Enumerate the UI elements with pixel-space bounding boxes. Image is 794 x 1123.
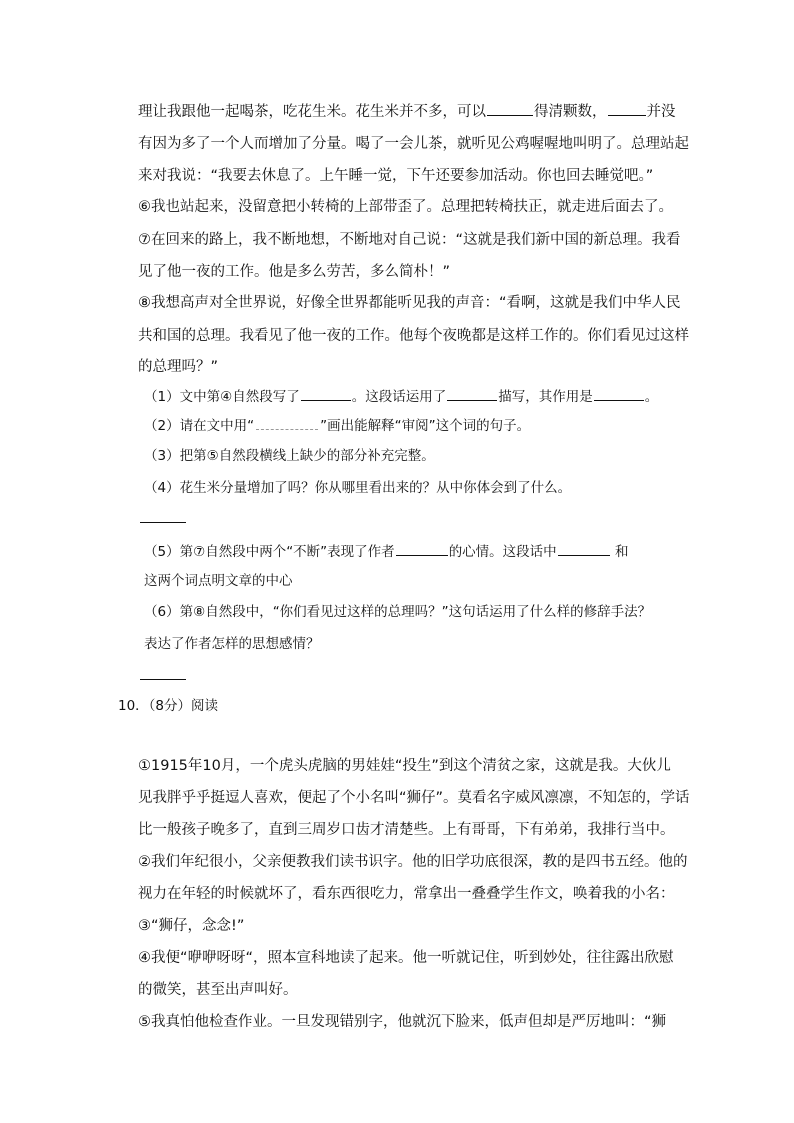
question-5-line-2: 这两个词点明文章的中心 (144, 573, 293, 589)
text-segment: 。这段话运用了 (351, 389, 447, 405)
paragraph-6: ⑥我也站起来，没留意把小转椅的上部带歪了。总理把转椅扶正，就走进后面去了。 (138, 199, 673, 215)
paragraph-8-line-3: 的总理吗？” (138, 359, 219, 375)
question-5-line-1 (144, 541, 684, 562)
text-segment: 并没 (646, 104, 676, 120)
section-10-heading: 10．（8分）阅读 (118, 698, 219, 714)
s10-paragraph-4-line-1: ④我便“咿咿呀呀“，照本宣科地读了起来。他一听就记住，听到妙处，往往露出欣慰 (138, 950, 674, 966)
paragraph-7-line-2: 见了他一夜的工作。他是多么劳苦，多么简朴！” (138, 264, 451, 280)
fill-blank[interactable] (301, 386, 351, 401)
text-segment: 。 (644, 389, 659, 405)
text-segment: （1）文中第④自然段写了 (144, 389, 300, 405)
fill-blank[interactable] (608, 101, 646, 116)
s10-paragraph-1-line-3: 比一般孩子晚多了，直到三周岁口齿才清楚些。上有哥哥，下有弟弟，我排行当中。 (138, 822, 675, 838)
s10-paragraph-1-line-1: ①1915年10月，一个虎头虎脑的男娃娃“投生”到这个清贫之家，这就是我。大伙儿 (138, 758, 671, 774)
s10-paragraph-4-line-2: 的微笑，甚至出声叫好。 (138, 982, 298, 998)
s10-paragraph-5-line-1: ⑤我真怕他检查作业。一旦发现错别字，他就沉下脸来，低声但却是严厉地叫：“狮 (138, 1014, 667, 1030)
text-segment: ”画出能解释“审阅”这个词的句子。 (320, 418, 531, 434)
answer-line[interactable] (140, 522, 186, 523)
s10-paragraph-3: ③“狮仔，念念!” (138, 918, 245, 934)
fill-blank[interactable] (558, 541, 610, 556)
question-2 (144, 416, 684, 436)
fill-blank[interactable] (487, 101, 533, 116)
paragraph-8-line-2: 共和国的总理。我看见了他一夜的工作。他每个夜晚都是这样工作的。你们看见过这样 (138, 328, 689, 344)
fill-blank[interactable] (396, 541, 448, 556)
s10-paragraph-1-line-2: 见我胖乎乎挺逗人喜欢，便起了个小名叫“狮仔”。莫看名字威风凛凛，不知怎的，学话 (138, 790, 690, 806)
passage-line-1 (138, 101, 678, 122)
text-segment: 得清颗数， (534, 104, 607, 120)
text-segment: 和 (614, 544, 629, 560)
fill-blank[interactable] (594, 386, 644, 401)
passage-line-2: 有因为多了一个人而增加了分量。喝了一会儿茶，就听见公鸡喔喔地叫明了。总理站起 (138, 136, 689, 152)
question-1 (144, 386, 684, 407)
text-segment: （2）请在文中用“ (144, 418, 255, 434)
text-segment: 的心情。这段话中 (448, 544, 557, 560)
text-segment: 理让我跟他一起喝茶，吃花生米。花生米并不多，可以 (138, 104, 486, 120)
passage-line-3: 来对我说：“我要去休息了。上午睡一觉，下午还要参加活动。你也回去睡觉吧。” (138, 168, 654, 184)
s10-paragraph-2-line-1: ②我们年纪很小，父亲便教我们读书识字。他的旧学功底很深，教的是四书五经。他的 (138, 854, 688, 870)
fill-blank[interactable] (447, 386, 497, 401)
paragraph-8-line-1: ⑧我想高声对全世界说，好像全世界都能听见我的声音：“看啊，这就是我们中华人民 (138, 295, 681, 311)
text-segment: （5）第⑦自然段中两个“不断”表现了作者 (144, 544, 395, 560)
wavy-underline-mark (256, 417, 318, 430)
s10-paragraph-2-line-2: 视力在年轻的时候就坏了，看东西很吃力，常拿出一叠叠学生作文，唤着我的小名： (138, 886, 675, 902)
question-6-line-2: 表达了作者怎样的思想感情？ (144, 636, 320, 652)
question-6-line-1: （6）第⑧自然段中，“你们看见过这样的总理吗？”这句话运用了什么样的修辞手法？ (144, 604, 652, 620)
answer-line[interactable] (140, 679, 186, 680)
question-4: （4）花生米分量增加了吗？你从哪里看出来的？从中你体会到了什么。 (144, 480, 572, 496)
paragraph-7-line-1: ⑦在回来的路上，我不断地想，不断地对自己说：“这就是我们新中国的新总理。我看 (138, 232, 681, 248)
question-3: （3）把第⑤自然段横线上缺少的部分补充完整。 (144, 448, 435, 464)
text-segment: 描写，其作用是 (498, 389, 593, 405)
